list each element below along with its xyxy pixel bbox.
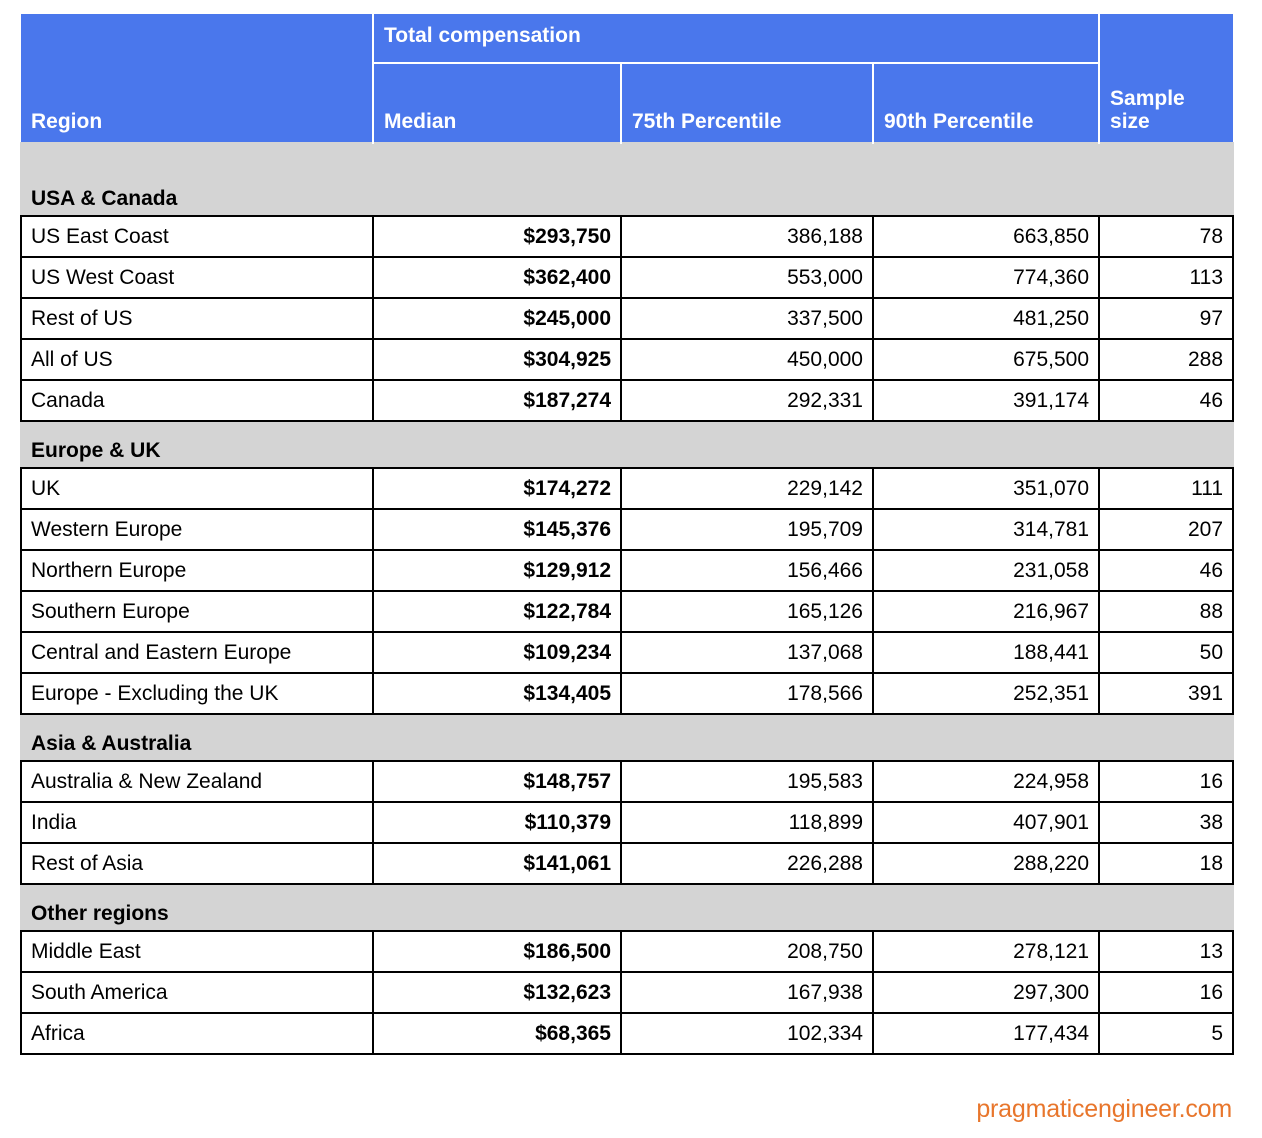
row-sample-size: 13 <box>1099 931 1233 972</box>
row-p90: 481,250 <box>873 298 1099 339</box>
row-p90: 391,174 <box>873 380 1099 421</box>
table-row <box>21 761 1233 802</box>
row-p75: 337,500 <box>621 298 873 339</box>
row-sample-size: 16 <box>1099 972 1233 1013</box>
row-sample-size: 97 <box>1099 298 1233 339</box>
row-median: $186,500 <box>373 931 621 972</box>
row-p90: 278,121 <box>873 931 1099 972</box>
row-p90: 663,850 <box>873 216 1099 257</box>
row-region: Canada <box>21 380 373 421</box>
row-sample-size: 46 <box>1099 380 1233 421</box>
row-region: Middle East <box>21 931 373 972</box>
row-p75: 229,142 <box>621 468 873 509</box>
row-p90: 314,781 <box>873 509 1099 550</box>
row-p90: 675,500 <box>873 339 1099 380</box>
row-p90: 216,967 <box>873 591 1099 632</box>
table-row <box>21 673 1233 714</box>
table-row <box>21 591 1233 632</box>
row-region: Northern Europe <box>21 550 373 591</box>
row-sample-size: 18 <box>1099 843 1233 884</box>
row-p75: 195,583 <box>621 761 873 802</box>
row-median: $109,234 <box>373 632 621 673</box>
row-sample-size: 46 <box>1099 550 1233 591</box>
compensation-table <box>20 14 1234 1055</box>
row-median: $134,405 <box>373 673 621 714</box>
row-median: $293,750 <box>373 216 621 257</box>
row-region: Rest of US <box>21 298 373 339</box>
row-median: $129,912 <box>373 550 621 591</box>
row-sample-size: 78 <box>1099 216 1233 257</box>
row-p90: 224,958 <box>873 761 1099 802</box>
section-title: Other regions <box>21 884 1233 931</box>
row-median: $145,376 <box>373 509 621 550</box>
table-row <box>21 298 1233 339</box>
row-p75: 178,566 <box>621 673 873 714</box>
row-median: $122,784 <box>373 591 621 632</box>
row-region: Europe - Excluding the UK <box>21 673 373 714</box>
row-median: $110,379 <box>373 802 621 843</box>
header-label-sample-size: Sample size <box>1110 86 1185 134</box>
row-region: US West Coast <box>21 257 373 298</box>
section-header-row <box>21 884 1233 931</box>
row-region: UK <box>21 468 373 509</box>
row-region: Africa <box>21 1013 373 1054</box>
table-body <box>21 143 1233 1054</box>
header-group-row <box>21 14 1233 63</box>
table-row <box>21 802 1233 843</box>
table-row <box>21 972 1233 1013</box>
row-sample-size: 16 <box>1099 761 1233 802</box>
row-p90: 351,070 <box>873 468 1099 509</box>
row-p75: 156,466 <box>621 550 873 591</box>
header-label-median: Median <box>373 63 621 143</box>
row-sample-size: 113 <box>1099 257 1233 298</box>
row-p75: 165,126 <box>621 591 873 632</box>
row-p75: 208,750 <box>621 931 873 972</box>
row-sample-size: 88 <box>1099 591 1233 632</box>
row-region: Rest of Asia <box>21 843 373 884</box>
section-title: Europe & UK <box>21 421 1233 468</box>
row-median: $174,272 <box>373 468 621 509</box>
row-region: US East Coast <box>21 216 373 257</box>
row-p90: 288,220 <box>873 843 1099 884</box>
row-p75: 450,000 <box>621 339 873 380</box>
row-region: India <box>21 802 373 843</box>
table-row <box>21 632 1233 673</box>
row-sample-size: 207 <box>1099 509 1233 550</box>
row-region: Western Europe <box>21 509 373 550</box>
section-title: USA & Canada <box>21 143 1233 216</box>
row-p90: 177,434 <box>873 1013 1099 1054</box>
header-cell-region <box>21 14 373 143</box>
row-sample-size: 5 <box>1099 1013 1233 1054</box>
row-region: Central and Eastern Europe <box>21 632 373 673</box>
table-row <box>21 509 1233 550</box>
row-median: $187,274 <box>373 380 621 421</box>
compensation-table-container <box>20 14 1232 1055</box>
row-p90: 297,300 <box>873 972 1099 1013</box>
header-cell-sample-size <box>1099 14 1233 143</box>
table-row <box>21 216 1233 257</box>
row-p75: 102,334 <box>621 1013 873 1054</box>
row-p75: 118,899 <box>621 802 873 843</box>
row-p90: 774,360 <box>873 257 1099 298</box>
row-p75: 292,331 <box>621 380 873 421</box>
row-median: $68,365 <box>373 1013 621 1054</box>
row-p90: 252,351 <box>873 673 1099 714</box>
site-watermark: pragmaticengineer.com <box>976 1095 1232 1123</box>
row-sample-size: 391 <box>1099 673 1233 714</box>
row-median: $245,000 <box>373 298 621 339</box>
row-median: $148,757 <box>373 761 621 802</box>
row-p90: 188,441 <box>873 632 1099 673</box>
row-region: South America <box>21 972 373 1013</box>
table-header <box>21 14 1233 143</box>
row-sample-size: 111 <box>1099 468 1233 509</box>
row-median: $362,400 <box>373 257 621 298</box>
row-region: Australia & New Zealand <box>21 761 373 802</box>
row-region: Southern Europe <box>21 591 373 632</box>
table-row <box>21 843 1233 884</box>
header-label-region: Region <box>31 110 103 134</box>
row-sample-size: 288 <box>1099 339 1233 380</box>
row-median: $304,925 <box>373 339 621 380</box>
row-p75: 195,709 <box>621 509 873 550</box>
table-row <box>21 468 1233 509</box>
row-sample-size: 38 <box>1099 802 1233 843</box>
table-row <box>21 257 1233 298</box>
row-p90: 407,901 <box>873 802 1099 843</box>
section-title: Asia & Australia <box>21 714 1233 761</box>
row-p75: 226,288 <box>621 843 873 884</box>
table-row <box>21 931 1233 972</box>
row-region: All of US <box>21 339 373 380</box>
row-p75: 386,188 <box>621 216 873 257</box>
table-row <box>21 550 1233 591</box>
header-label-p90: 90th Percentile <box>873 63 1099 143</box>
row-median: $132,623 <box>373 972 621 1013</box>
row-p90: 231,058 <box>873 550 1099 591</box>
table-row <box>21 339 1233 380</box>
row-p75: 167,938 <box>621 972 873 1013</box>
section-header-row <box>21 714 1233 761</box>
header-group-total-compensation: Total compensation <box>373 14 1099 63</box>
row-p75: 137,068 <box>621 632 873 673</box>
section-header-row <box>21 143 1233 216</box>
row-p75: 553,000 <box>621 257 873 298</box>
row-median: $141,061 <box>373 843 621 884</box>
table-row <box>21 380 1233 421</box>
table-row <box>21 1013 1233 1054</box>
row-sample-size: 50 <box>1099 632 1233 673</box>
header-label-p75: 75th Percentile <box>621 63 873 143</box>
section-header-row <box>21 421 1233 468</box>
